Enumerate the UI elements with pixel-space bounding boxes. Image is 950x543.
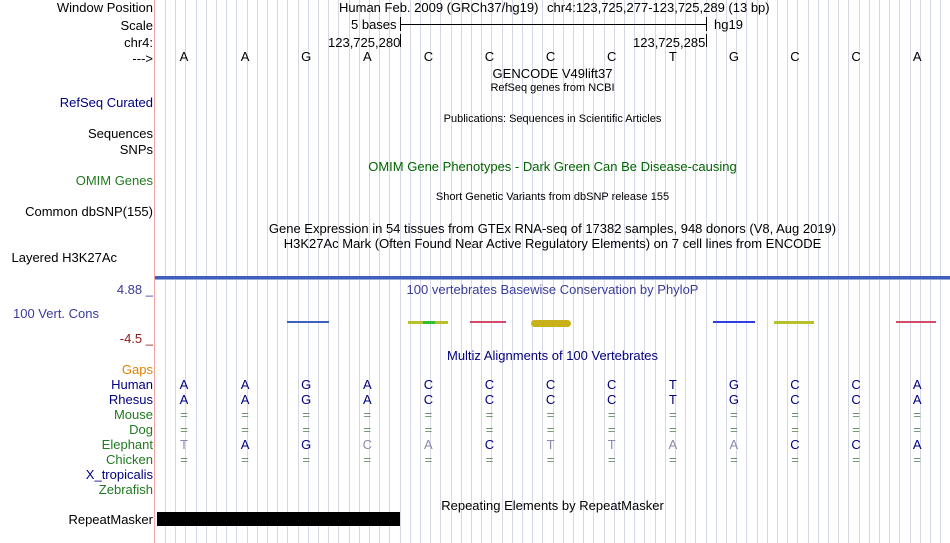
alignment-base: = [669,407,677,422]
chicken-label: Chicken [106,452,153,467]
alignment-base: C [484,437,495,452]
alignment-base: C [851,437,861,452]
alignment-base: C [851,392,861,407]
alignment-base: C [545,392,556,407]
alignment-base: = [852,422,860,437]
alignment-base: A [240,437,250,452]
alignment-base: = [852,452,860,467]
gaps-label: Gaps [121,362,153,377]
alignment-base: A [668,437,678,452]
alignment-base: G [728,377,739,392]
alignment-base: C [606,392,617,407]
reference-base: A [240,49,250,64]
alignment-base: = [546,452,555,467]
alignment-base: = [180,452,188,467]
alignment-base: G [301,437,312,452]
alignment-base: = [913,452,921,467]
zebrafish-label: Zebrafish [98,482,153,497]
alignment-base: = [607,452,616,467]
alignment-base: = [302,452,310,467]
alignment-base: G [301,377,312,392]
chrom-label: chr4: [124,35,153,50]
scale-label: Scale [120,18,153,33]
conservation-mark [774,321,814,324]
repeatmasker-element[interactable] [157,512,400,526]
conservation-mark [470,321,506,323]
snps-label[interactable]: SNPs [119,142,153,157]
alignment-base: = [424,422,433,437]
alignment-base: A [240,392,250,407]
alignment-base: = [485,422,494,437]
alignment-base: = [669,422,677,437]
refseq-curated-label[interactable]: RefSeq Curated [59,95,153,110]
dbsnp-track-title[interactable]: Short Genetic Variants from dbSNP release 155 [435,191,670,203]
reference-base: C [851,49,861,64]
alignment-base: = [241,452,249,467]
conservation-top-bar-shadow [155,279,950,280]
reference-base: C [545,49,556,64]
alignment-base: G [728,392,739,407]
strand-label[interactable]: ---> [132,51,153,66]
h3k27ac-track-title[interactable]: H3K27Ac Mark (Often Found Near Active Regulatory Elements) on 7 cell lines from ENCODE [283,236,822,251]
alignment-base: = [730,407,738,422]
alignment-base: T [668,392,677,407]
alignment-base: A [240,377,250,392]
reference-base: C [423,49,434,64]
alignment-base: T [180,437,188,452]
alignment-base: A [912,437,922,452]
alignment-base: A [179,392,189,407]
alignment-base: = [730,422,738,437]
alignment-base: = [241,407,249,422]
gencode-track-title[interactable]: GENCODE V49lift37 [492,66,613,81]
alignment-base: C [484,377,495,392]
alignment-base: = [546,407,555,422]
alignment-base: T [607,437,616,452]
alignment-base: A [179,377,189,392]
alignment-base: = [791,407,799,422]
layered-h3k27ac-label[interactable]: Layered H3K27Ac [11,250,117,265]
alignment-base: = [546,422,555,437]
position-title: chr4:123,725,277-123,725,289 (13 bp) [547,0,770,15]
coord-left: 123,725,280 [328,35,401,50]
reference-base: A [179,49,189,64]
track-label-column [0,0,153,543]
coord-right-tick [706,34,707,47]
alignment-base: = [485,407,494,422]
alignment-base: C [851,377,861,392]
alignment-base: = [363,422,372,437]
reference-base: A [362,49,372,64]
assembly-title: Human Feb. 2009 (GRCh37/hg19) [339,0,539,15]
alignment-base: = [363,452,372,467]
human-label: Human [111,377,153,392]
db-label: hg19 [714,17,743,32]
alignment-base: G [301,392,312,407]
refseq-track-title[interactable]: RefSeq genes from NCBI [490,82,615,94]
reference-base: T [668,49,677,64]
phylop-track-title[interactable]: 100 vertebrates Basewise Conservation by PhyloP [406,282,699,297]
elephant-label: Elephant [101,437,153,452]
coord-right: 123,725,285 [633,35,706,50]
alignment-base: A [362,392,372,407]
alignment-base: = [913,407,921,422]
reference-base: C [484,49,495,64]
alignment-base: T [668,377,677,392]
omim-track-title[interactable]: OMIM Gene Phenotypes - Dark Green Can Be Disease-causing [368,159,737,174]
rhesus-label: Rhesus [108,392,153,407]
alignment-base: = [607,407,616,422]
alignment-base: = [302,407,310,422]
omim-genes-label[interactable]: OMIM Genes [75,173,153,188]
alignment-base: A [912,377,922,392]
alignment-base: = [607,422,616,437]
scale-text: 5 bases [351,17,397,32]
reference-base: G [728,49,739,64]
x-tropicalis-label: X_tropicalis [85,467,153,482]
alignment-base: = [302,422,310,437]
alignment-base: = [730,452,738,467]
coord-left-tick [400,34,401,47]
reference-base: C [790,49,800,64]
alignment-base: = [180,407,188,422]
conservation-mark [713,321,755,323]
conservation-mark [531,320,571,327]
alignment-base: T [546,437,555,452]
repeatmasker-track-title[interactable]: Repeating Elements by RepeatMasker [441,498,664,513]
conservation-mark [287,321,329,323]
gtex-track-title[interactable]: Gene Expression in 54 tissues from GTEx RNA-seq of 17382 samples, 948 donors (V8, Aug 2019) [268,221,837,236]
multiz-track-title[interactable]: Multiz Alignments of 100 Vertebrates [446,348,658,363]
alignment-base: = [913,422,921,437]
alignment-base: = [424,452,433,467]
alignment-base: A [912,392,922,407]
alignment-base: = [485,452,494,467]
scale-bar-right-tick [706,17,707,31]
alignment-base: C [606,377,617,392]
alignment-base: A [729,437,739,452]
alignment-base: = [363,407,372,422]
alignment-base: C [423,377,434,392]
vert-cons-label[interactable]: 100 Vert. Cons [13,306,99,321]
alignment-base: C [484,392,495,407]
window-position-label: Window Position [56,0,153,15]
reference-base: G [301,49,312,64]
repeatmasker-label[interactable]: RepeatMasker [68,512,153,527]
alignment-base: A [362,377,372,392]
conservation-mark [423,321,435,324]
sequences-label[interactable]: Sequences [87,126,153,141]
alignment-base: A [424,437,433,452]
conservation-mark [896,321,936,323]
phylop-max-label: 4.88 _ [116,282,153,297]
publications-track-title[interactable]: Publications: Sequences in Scientific Articles [443,113,662,125]
alignment-base: = [669,452,677,467]
alignment-base: C [790,377,800,392]
dog-label: Dog [129,422,153,437]
mouse-label: Mouse [113,407,153,422]
scale-bar [400,24,707,25]
reference-base: A [912,49,922,64]
track-image-area[interactable] [155,0,950,543]
alignment-base: = [180,422,188,437]
alignment-base: = [791,422,799,437]
alignment-base: C [545,377,556,392]
alignment-base: C [790,437,800,452]
alignment-base: = [852,407,860,422]
alignment-base: C [423,392,434,407]
alignment-base: C [362,437,372,452]
common-dbsnp-label[interactable]: Common dbSNP(155) [25,204,153,219]
phylop-min-label: -4.5 _ [119,331,153,346]
alignment-base: C [790,392,800,407]
alignment-base: = [424,407,433,422]
alignment-base: = [241,422,249,437]
alignment-base: = [791,452,799,467]
reference-base: C [606,49,617,64]
